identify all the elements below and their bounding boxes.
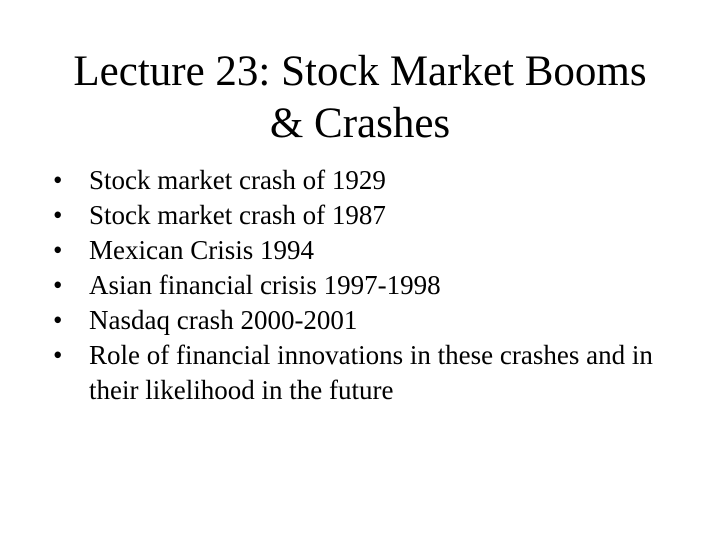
bullet-text: Asian financial crisis 1997-1998 <box>89 270 441 300</box>
bullet-icon: • <box>53 305 63 335</box>
bullet-item-nasdaq-crash <box>53 303 693 338</box>
bullet-icon: • <box>53 235 63 265</box>
bullet-icon: • <box>53 340 63 370</box>
bullet-text: Nasdaq crash 2000-2001 <box>89 305 358 335</box>
bullet-item-crash-1929 <box>53 163 693 198</box>
bullet-text: Role of financial innovations in these crashes and in their likelihood in the future <box>89 340 653 405</box>
bullet-item-financial-innovations <box>53 338 693 408</box>
bullet-item-mexican-crisis <box>53 233 693 268</box>
bullet-item-crash-1987 <box>53 198 693 233</box>
bullet-text: Stock market crash of 1987 <box>89 200 386 230</box>
bullet-item-asian-crisis <box>53 268 693 303</box>
slide-title <box>40 46 680 150</box>
slide-title-line-2: & Crashes <box>269 100 451 147</box>
slide-title-line-1: Lecture 23: Stock Market Booms <box>73 48 647 95</box>
bullet-text: Stock market crash of 1929 <box>89 165 386 195</box>
bullet-list <box>53 163 693 408</box>
bullet-icon: • <box>53 270 63 300</box>
bullet-icon: • <box>53 165 63 195</box>
bullet-icon: • <box>53 200 63 230</box>
bullet-text: Mexican Crisis 1994 <box>89 235 314 265</box>
